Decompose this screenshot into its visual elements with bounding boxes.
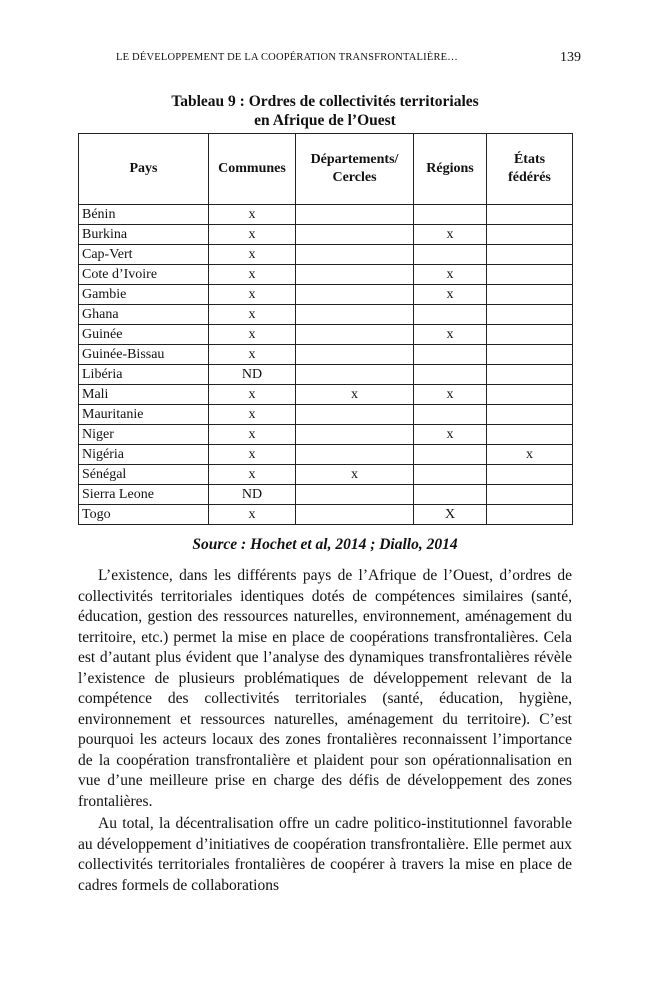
departements-cell <box>296 205 414 225</box>
departements-cell <box>296 505 414 525</box>
table-title <box>78 92 572 130</box>
regions-cell: x <box>414 285 487 305</box>
table-row <box>79 505 573 525</box>
table-row <box>79 245 573 265</box>
header-departements-line-1: Départements/ <box>310 152 399 167</box>
country-cell: Niger <box>79 425 209 445</box>
communes-cell: x <box>209 225 296 245</box>
departements-cell <box>296 245 414 265</box>
communes-cell: x <box>209 385 296 405</box>
regions-cell: x <box>414 325 487 345</box>
departements-cell <box>296 325 414 345</box>
departements-cell <box>296 225 414 245</box>
etats-cell <box>487 245 573 265</box>
communes-cell: x <box>209 505 296 525</box>
table-title-line-2: en Afrique de l’Ouest <box>254 112 396 129</box>
communes-cell: x <box>209 405 296 425</box>
table-row <box>79 365 573 385</box>
departements-cell <box>296 365 414 385</box>
etats-cell <box>487 405 573 425</box>
country-cell: Libéria <box>79 365 209 385</box>
communes-cell: ND <box>209 365 296 385</box>
regions-cell: x <box>414 225 487 245</box>
regions-cell <box>414 205 487 225</box>
country-cell: Cap-Vert <box>79 245 209 265</box>
country-cell: Guinée <box>79 325 209 345</box>
regions-cell: x <box>414 385 487 405</box>
country-cell: Ghana <box>79 305 209 325</box>
departements-cell <box>296 485 414 505</box>
header-pays: Pays <box>79 134 209 205</box>
communes-cell: x <box>209 325 296 345</box>
etats-cell <box>487 485 573 505</box>
regions-cell <box>414 405 487 425</box>
communes-cell: x <box>209 465 296 485</box>
country-cell: Cote d’Ivoire <box>79 265 209 285</box>
paragraph: L’existence, dans les différents pays de l’Afrique de l’Ouest, d’ordres de collectivités territoriales identiques dotés de compétences similaires (santé, éducation, gestion des ressources naturelles, environnement, aménagement du territoire, etc.) permet la mise en place de coopérations transfrontalières. Cela est d’autant plus évident que l’analyse des dynamiques transfrontalières révèle l’existence de plusieurs problématiques de développement relevant de la compétence des collectivités territoriales (santé, éducation, hygiène, environnement et ressources naturelles, aménagement du territoire). C’est pourquoi les acteurs locaux des zones frontalières reconnaissent l’importance de la coopération transfrontalière et plaident pour son opérationnalisation en vue d’une meilleure prise en charge des défis de développement des zones frontalières. <box>78 567 572 810</box>
regions-cell <box>414 305 487 325</box>
etats-cell <box>487 385 573 405</box>
header-etats-line-1: États <box>513 152 546 167</box>
communes-cell: x <box>209 305 296 325</box>
country-cell: Mauritanie <box>79 405 209 425</box>
country-cell: Sénégal <box>79 465 209 485</box>
communes-cell: x <box>209 345 296 365</box>
table-row <box>79 385 573 405</box>
regions-cell <box>414 485 487 505</box>
etats-cell: x <box>487 445 573 465</box>
etats-cell <box>487 425 573 445</box>
departements-cell <box>296 285 414 305</box>
regions-cell: x <box>414 265 487 285</box>
etats-cell <box>487 225 573 245</box>
country-cell: Bénin <box>79 205 209 225</box>
header-etats-line-2: fédérés <box>508 170 551 185</box>
table-row <box>79 265 573 285</box>
regions-cell: X <box>414 505 487 525</box>
departements-cell: x <box>296 465 414 485</box>
running-title: LE DÉVELOPPEMENT DE LA COOPÉRATION TRANSFRONTALIÈRE… <box>116 52 458 63</box>
country-cell: Guinée-Bissau <box>79 345 209 365</box>
regions-cell <box>414 445 487 465</box>
etats-cell <box>487 325 573 345</box>
paragraph: Au total, la décentralisation offre un cadre politico-institutionnel favorable au développement d’initiatives de coopération transfrontalière. Elle permet aux collectivités territoriales frontalières de coopérer à travers la mise en place de cadres formels de collaborations <box>78 815 572 894</box>
etats-cell <box>487 205 573 225</box>
etats-cell <box>487 305 573 325</box>
header-communes: Communes <box>209 134 296 205</box>
regions-cell <box>414 245 487 265</box>
table-row <box>79 405 573 425</box>
collectivites-table <box>78 133 573 525</box>
departements-cell <box>296 265 414 285</box>
regions-cell <box>414 365 487 385</box>
etats-cell <box>487 505 573 525</box>
body-text <box>78 566 572 896</box>
table-row <box>79 345 573 365</box>
departements-cell <box>296 445 414 465</box>
table-body <box>79 205 573 525</box>
table-header-row <box>79 134 573 205</box>
header-regions: Régions <box>414 134 487 205</box>
communes-cell: ND <box>209 485 296 505</box>
table-source: Source : Hochet et al, 2014 ; Diallo, 2014 <box>192 536 458 553</box>
communes-cell: x <box>209 205 296 225</box>
table-row <box>79 485 573 505</box>
departements-cell <box>296 405 414 425</box>
etats-cell <box>487 285 573 305</box>
table-row <box>79 305 573 325</box>
etats-cell <box>487 265 573 285</box>
table-row <box>79 285 573 305</box>
regions-cell <box>414 345 487 365</box>
country-cell: Burkina <box>79 225 209 245</box>
table-row <box>79 205 573 225</box>
table-row <box>79 445 573 465</box>
country-cell: Sierra Leone <box>79 485 209 505</box>
header-departements <box>296 134 414 205</box>
header-departements-line-2: Cercles <box>332 170 377 185</box>
table-row <box>79 465 573 485</box>
country-cell: Togo <box>79 505 209 525</box>
etats-cell <box>487 365 573 385</box>
communes-cell: x <box>209 445 296 465</box>
departements-cell: x <box>296 385 414 405</box>
page-number: 139 <box>560 50 581 65</box>
country-cell: Nigéria <box>79 445 209 465</box>
table-row <box>79 325 573 345</box>
header-etats <box>487 134 573 205</box>
table-row <box>79 425 573 445</box>
regions-cell: x <box>414 425 487 445</box>
table-title-line-1: Tableau 9 : Ordres de collectivités territoriales <box>171 93 479 110</box>
communes-cell: x <box>209 285 296 305</box>
communes-cell: x <box>209 265 296 285</box>
departements-cell <box>296 425 414 445</box>
communes-cell: x <box>209 245 296 265</box>
country-cell: Gambie <box>79 285 209 305</box>
departements-cell <box>296 345 414 365</box>
table-row <box>79 225 573 245</box>
etats-cell <box>487 465 573 485</box>
regions-cell <box>414 465 487 485</box>
country-cell: Mali <box>79 385 209 405</box>
running-head <box>116 52 581 68</box>
etats-cell <box>487 345 573 365</box>
departements-cell <box>296 305 414 325</box>
communes-cell: x <box>209 425 296 445</box>
